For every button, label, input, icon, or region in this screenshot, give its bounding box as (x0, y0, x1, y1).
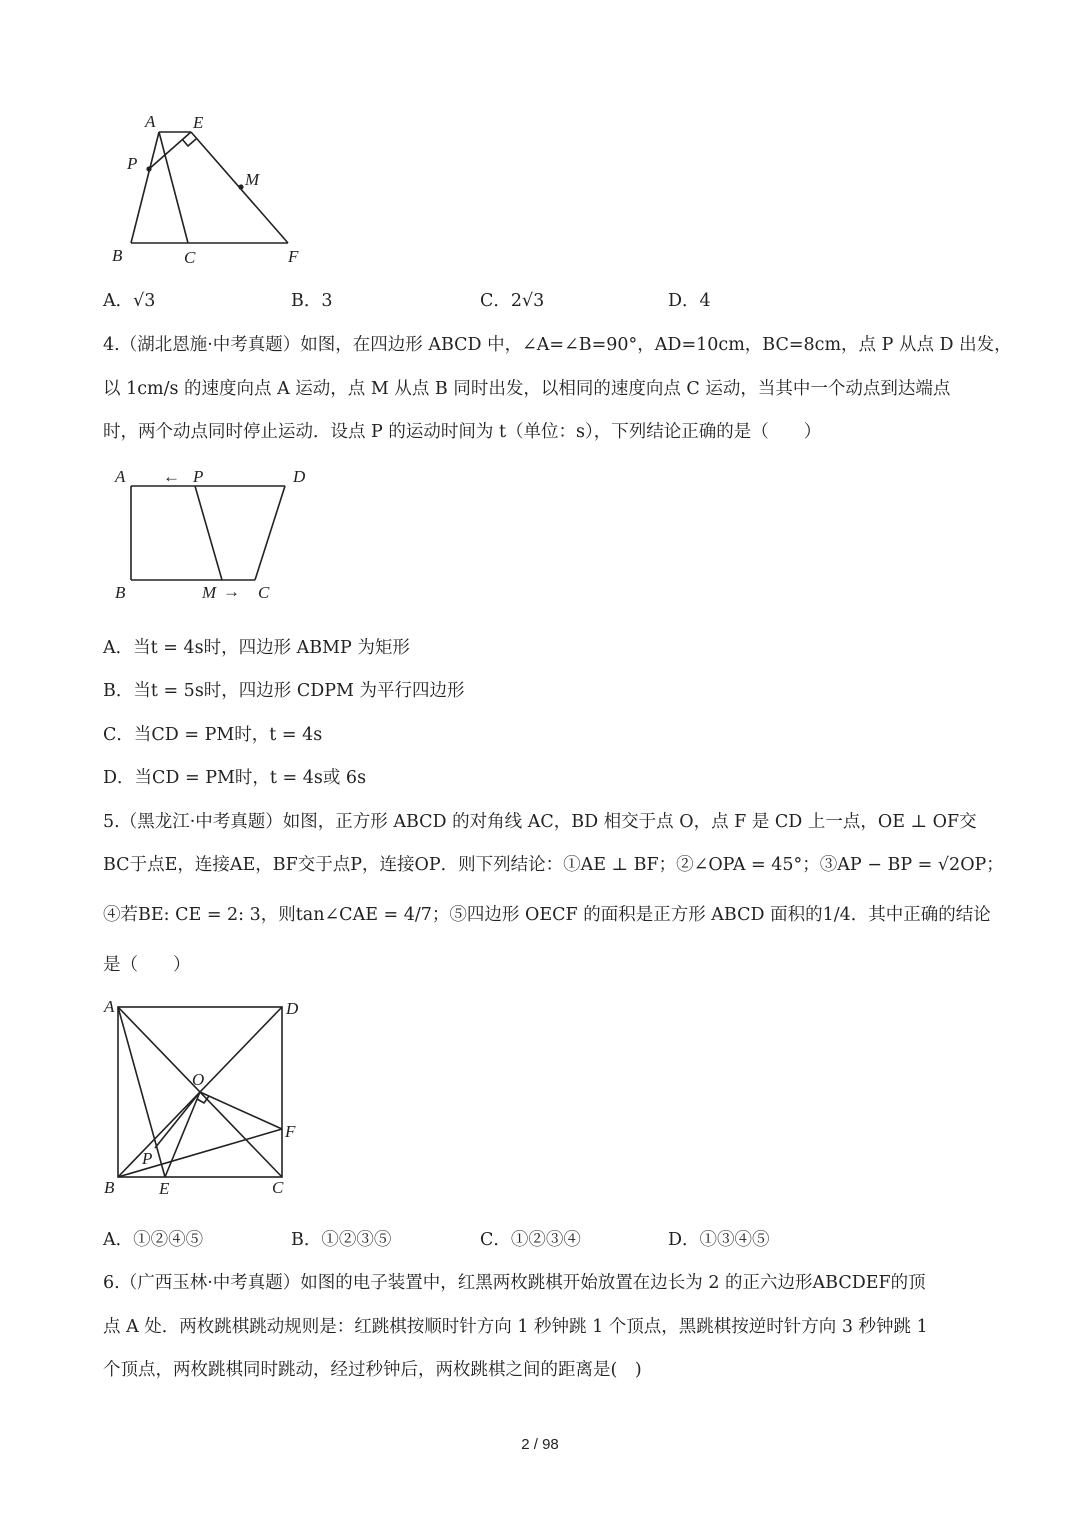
q3-option-b: B．3 (291, 291, 333, 311)
q6-stem-line1: 6.（广西玉林·中考真题）如图的电子装置中，红黑两枚跳棋开始放置在边长为 2 的正六边形ABCDEF的顶 (103, 1273, 926, 1293)
fig4-label-b: B (115, 583, 126, 602)
q5-option-a: A．①②④⑤ (103, 1230, 204, 1250)
fig5-label-o: O (192, 1070, 205, 1089)
page-number: 2 / 98 (521, 1436, 559, 1453)
q4-option-d: D．当CD = PM时，t = 4s或 6s (103, 768, 367, 788)
fig4-arrow-right: → (223, 582, 240, 601)
fig4-arrow-left: ← (163, 467, 180, 486)
q4-option-b: B．当t = 5s时，四边形 CDPM 为平行四边形 (103, 681, 465, 701)
q5-stem-line3: ④若BE: CE = 2: 3，则tan∠CAE = 4/7；⑤四边形 OECF 的面积是正方形 ABCD 面积的1/4．其中正确的结论 (103, 905, 991, 925)
q4-figure (105, 460, 325, 610)
q6-stem-line3: 个顶点，两枚跳棋同时跳动，经过秒钟后，两枚跳棋之间的距离是( ) (103, 1360, 642, 1380)
fig3-label-f: F (288, 247, 299, 266)
q5-option-c: C．①②③④ (480, 1230, 581, 1250)
fig4-label-p: P (193, 467, 204, 486)
q4-stem-line3: 时，两个动点同时停止运动．设点 P 的运动时间为 t（单位：s），下列结论正确的是（ ） (103, 422, 822, 442)
fig5-label-b: B (104, 1178, 115, 1197)
q6-stem-line2: 点 A 处．两枚跳棋跳动规则是：红跳棋按顺时针方向 1 秒钟跳 1 个顶点，黑跳棋按逆时针方向 3 秒钟跳 1 (103, 1317, 928, 1337)
fig4-label-c: C (258, 583, 270, 602)
fig3-label-e: E (193, 113, 204, 132)
q5-stem-line1: 5.（黑龙江·中考真题）如图，正方形 ABCD 的对角线 AC，BD 相交于点 O，点 F 是 CD 上一点，OE ⊥ OF交 (103, 812, 977, 832)
q5-option-b: B．①②③⑤ (291, 1230, 392, 1250)
q5-stem-line2: BC于点E，连接AE，BF交于点P，连接OP．则下列结论：①AE ⊥ BF；②∠OPA = 45°；③AP − BP = √2OP； (103, 855, 1004, 875)
fig3-label-m: M (245, 170, 260, 189)
q3-option-d: D．4 (668, 291, 711, 311)
fig5-label-f: F (285, 1122, 296, 1141)
fig5-label-e: E (159, 1179, 170, 1198)
q4-stem-line1: 4.（湖北恩施·中考真题）如图，在四边形 ABCD 中，∠A=∠B=90°，AD=10cm，BC=8cm，点 P 从点 D 出发， (103, 335, 1012, 355)
fig3-label-p: P (127, 154, 138, 173)
fig4-label-a: A (115, 467, 126, 486)
fig5-label-p: P (142, 1149, 153, 1168)
q3-figure (100, 105, 320, 270)
fig5-label-a: A (104, 997, 115, 1016)
q5-figure (100, 992, 310, 1207)
fig3-label-c: C (184, 248, 196, 267)
fig4-label-m: M (202, 583, 217, 602)
q4-option-a: A．当t = 4s时，四边形 ABMP 为矩形 (103, 638, 410, 658)
q4-stem-line2: 以 1cm/s 的速度向点 A 运动，点 M 从点 B 同时出发，以相同的速度向点 C 运动，当其中一个动点到达端点 (103, 379, 951, 399)
fig5-label-d: D (286, 999, 299, 1018)
q3-option-a: A．√3 (103, 291, 156, 311)
fig5-label-c: C (272, 1178, 284, 1197)
fig3-label-b: B (112, 246, 123, 265)
q4-option-c: C．当CD = PM时，t = 4s (103, 725, 323, 745)
fig4-label-d: D (293, 467, 306, 486)
q5-option-d: D．①③④⑤ (668, 1230, 770, 1250)
q3-option-c: C．2√3 (480, 291, 545, 311)
q5-stem-line4: 是（ ） (103, 955, 191, 975)
fig3-label-a: A (145, 112, 156, 131)
